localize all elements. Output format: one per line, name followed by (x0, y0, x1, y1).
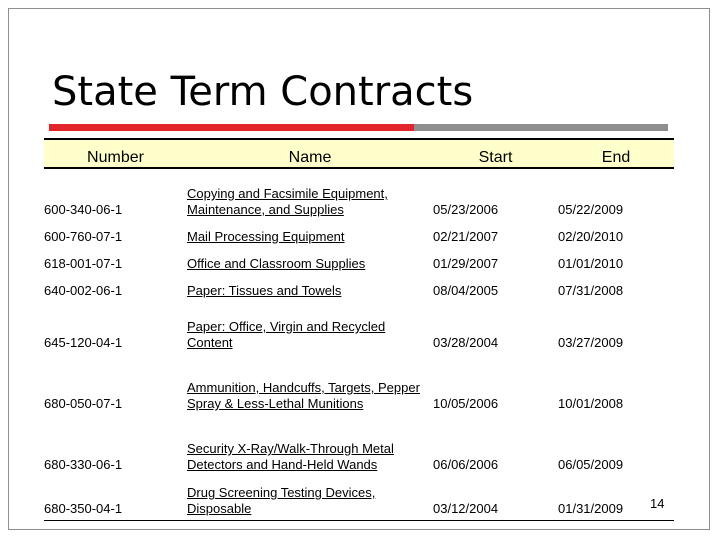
contract-name-link[interactable]: Mail Processing Equipment (187, 229, 345, 244)
table-row (44, 168, 674, 221)
start-date: 06/06/2006 (433, 457, 499, 472)
contract-name-link[interactable]: Ammunition, Handcuffs, Targets, Pepper Spray & Less-Lethal Munitions (187, 380, 420, 411)
end-date: 03/27/2009 (558, 335, 624, 350)
contracts-table (44, 138, 674, 521)
contract-name[interactable] (187, 354, 433, 415)
page-number: 14 (650, 496, 665, 511)
end-date: 01/31/2009 (558, 476, 674, 521)
contract-name[interactable] (187, 275, 433, 302)
title-underline-red (49, 124, 414, 131)
start-date: 01/29/2007 (433, 256, 499, 271)
contract-number: 640-002-06-1 (44, 283, 123, 298)
start-date: 03/28/2004 (433, 335, 499, 350)
contract-number: 645-120-04-1 (44, 335, 123, 350)
header-name: Name (187, 139, 433, 168)
slide-title: State Term Contracts (52, 69, 474, 115)
table-row (44, 221, 674, 248)
table-row (44, 354, 674, 415)
table-row (44, 302, 674, 354)
contract-number: 600-760-07-1 (44, 229, 123, 244)
start-date: 08/04/2005 (433, 283, 499, 298)
contract-number: 680-330-06-1 (44, 457, 123, 472)
contract-name[interactable] (187, 221, 433, 248)
start-date: 05/23/2006 (433, 202, 499, 217)
contract-name[interactable] (187, 302, 433, 354)
contract-number: 600-340-06-1 (44, 202, 123, 217)
table-row (44, 476, 674, 521)
header-end: End (558, 139, 674, 168)
title-underline-gray (414, 124, 668, 131)
contract-number: 618-001-07-1 (44, 256, 123, 271)
start-date: 03/12/2004 (433, 476, 558, 521)
contract-number: 680-050-07-1 (44, 396, 123, 411)
contract-name-link[interactable]: Paper: Office, Virgin and Recycled Content (187, 319, 386, 350)
start-date: 02/21/2007 (433, 229, 499, 244)
contract-name[interactable] (187, 476, 433, 521)
contract-name[interactable] (187, 415, 433, 476)
end-date: 05/22/2009 (558, 202, 624, 217)
contract-name-link[interactable]: Office and Classroom Supplies (187, 256, 366, 271)
contract-name-link[interactable]: Security X-Ray/Walk-Through Metal Detectors and Hand-Held Wands (187, 441, 394, 472)
contract-number: 680-350-04-1 (44, 476, 187, 521)
contract-name[interactable] (187, 168, 433, 221)
end-date: 07/31/2008 (558, 283, 624, 298)
contract-name-link[interactable]: Paper: Tissues and Towels (187, 283, 342, 298)
table-row (44, 415, 674, 476)
end-date: 02/20/2010 (558, 229, 624, 244)
contract-name-link[interactable]: Drug Screening Testing Devices, Disposable (187, 485, 376, 516)
header-start: Start (433, 139, 558, 168)
end-date: 06/05/2009 (558, 457, 624, 472)
header-number: Number (44, 139, 187, 168)
contract-name-link[interactable]: Copying and Facsimile Equipment, Maintenance, and Supplies (187, 186, 388, 217)
start-date: 10/05/2006 (433, 396, 499, 411)
end-date: 10/01/2008 (558, 396, 624, 411)
contract-name[interactable] (187, 248, 433, 275)
table-row (44, 248, 674, 275)
end-date: 01/01/2010 (558, 256, 624, 271)
table-row (44, 275, 674, 302)
table-header-row (44, 139, 674, 168)
